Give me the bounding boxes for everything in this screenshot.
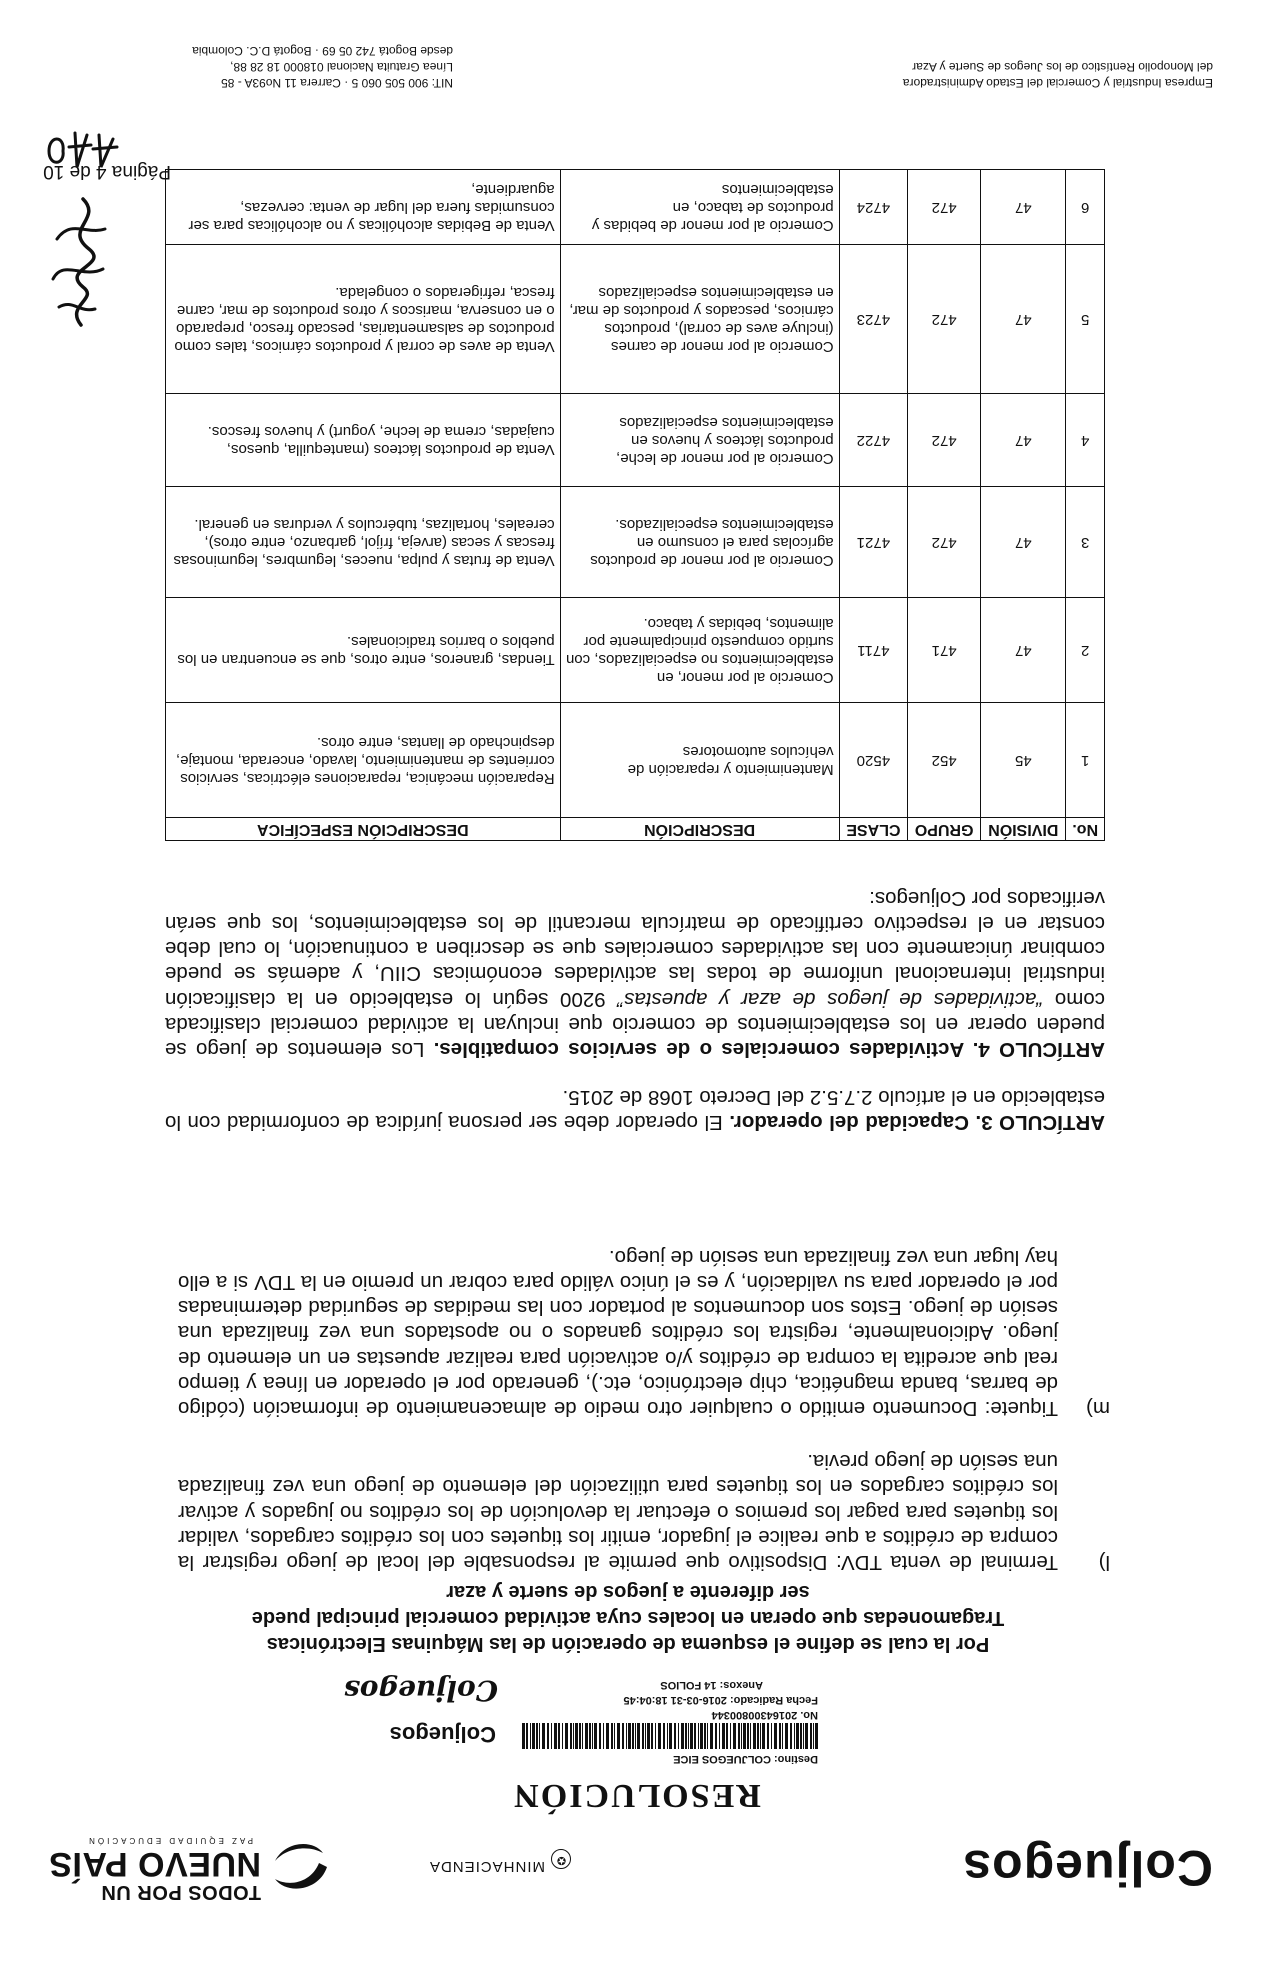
barcode-bar [575,1723,578,1749]
barcode-bar [760,1723,761,1749]
barcode-bar [530,1723,531,1749]
barcode-bar [579,1723,581,1749]
table-cell: 4520 [839,703,907,818]
barcode-bar [606,1723,609,1749]
table-cell: Venta de productos lácteos (mantequilla, quesos, cuajadas, crema de leche, yogurt) y huevos frescos. [166,394,561,487]
table-cell: 45 [981,703,1066,818]
nuevo-pais-logo [43,1827,333,1907]
barcode-bar [800,1723,802,1749]
stamp-destino: Destino: COLJUEGOS EICE [673,1753,818,1765]
table-cell: 472 [908,394,981,487]
barcode-bar [810,1723,812,1749]
footer-contact [192,43,453,91]
table-cell: Comercio al por menor de bebidas y productos de tabaco, en establecimientos [560,170,839,245]
resolution-subject: Por la cual se define el esquema de operación de las Máquinas Electrónicas Tragamonedas que operan en locales cuya actividad comercial principal puede ser diferente a juegos de suerte y azar [251,1581,1005,1655]
barcode-bar [614,1723,615,1749]
table-cell: 4724 [839,170,907,245]
barcode-bar [562,1723,563,1749]
barcode-bar [547,1723,549,1749]
article-4-title: ARTÍCULO 4. Actividades comerciales o de servicios compatibles. [433,1038,1105,1061]
table-row [166,394,1105,487]
table-row [166,703,1105,818]
paragraph-m-text: Tiquete: Documento emitido o cualquier otro medio de almacenamiento de información (código de barras, banda magnética, chip electrónico, etc.), generado por el operador en línea y tiempo real que acredita la compra de créditos y/o activación para realizar apuestas en un elemento de juego. Adicionalmente, registra los créditos ganados o no apostados una vez finalizada una sesión de juego. Estos son documentos al portador con las medidas de seguridad determinadas por el operador para su validación, y es el único válido para cobrar un premio en la TDV si a ello hay lugar una vez finalizada una sesión de juego. [178,1245,1058,1420]
barcode-bar [522,1723,525,1749]
table-cell: 2 [1066,598,1105,703]
paragraph-m-marker: m) [1086,1397,1110,1420]
table-cell: Comercio al por menor, en establecimientos no especializados, con surtido compuesto principalmente por alimentos, bebidas y tabaco. [560,598,839,703]
barcode-bar [542,1723,545,1749]
barcode-bar [626,1723,627,1749]
swoosh-icon [269,1837,333,1901]
barcode-bar [782,1723,783,1749]
stamp-fecha: Fecha Radicado: 2016-03-31 18:04:45 [623,1694,818,1706]
barcode-bar [628,1723,631,1749]
barcode-bar [632,1723,634,1749]
barcode-bar [570,1723,572,1749]
table-cell: Comercio al por menor de carnes (incluye aves de corral), productos cárnicos, pescados y productos de mar, en establecimientos especializados [560,245,839,394]
seal-icon: ✪ [551,1849,571,1869]
barcode-bar [722,1723,725,1749]
barcode-bar [771,1723,772,1749]
header-cell: CLASE [839,818,907,841]
barcode-bar [753,1723,756,1749]
barcode-bar [805,1723,808,1749]
barcode-bar [645,1723,646,1749]
table-cell: Venta de Bebidas alcohólicas y no alcohólicas para ser consumidas fuera del lugar de venta: cervezas, aguardiente, [166,170,561,245]
table-row [166,245,1105,394]
article-4-text2: 9200 según lo establecido en la clasificación industrial internacional uniforme de todas las actividades económicas CIIU, y además se puede combinar únicamente con las actividades comerciales que se describen a continuación, lo cual debe constar en el respectivo certificado de matrícula mercantil de los establecimientos, los que serán verificados por Coljuegos: [164,886,1105,1011]
barcode-bar [790,1723,792,1749]
table-row [166,598,1105,703]
barcode-bar [678,1723,679,1749]
barcode-bar [532,1723,535,1749]
barcode-bar [573,1723,574,1749]
barcode-bar [647,1723,650,1749]
handwritten-initials-icon [43,189,123,339]
ministry-logo: ✪MINHACIENDA [429,1849,571,1875]
activities-table [165,169,1105,841]
page-number: Página 4 de 10 [43,161,171,182]
table-cell: 472 [908,487,981,598]
barcode-bar [635,1723,636,1749]
article-4-text: Los elementos de juego se pueden operar en los establecimientos de comercio que incluyan la actividad comercial clasificada como [165,987,1105,1061]
barcode-bar [526,1723,528,1749]
barcode-bar [690,1723,693,1749]
barcode-bar [603,1723,604,1749]
barcode-bar [757,1723,759,1749]
footer-contact-line3: desde Bogotá 742 05 69 · Bogotá D.C. Colombia [192,44,453,58]
barcode-bar [738,1723,740,1749]
barcode-bar [617,1723,620,1749]
barcode-bar [743,1723,746,1749]
barcode-bar [681,1723,684,1749]
article-3-text: El operador debe ser persona jurídica de conformidad con lo establecido en el artículo 2.7.5.2 del Decreto 1068 de 2015. [165,1085,1105,1134]
barcode-bar [715,1723,717,1749]
table-cell: 4711 [839,598,907,703]
barcode-bar [554,1723,557,1749]
barcode-bar [774,1723,777,1749]
barcode-bar [750,1723,751,1749]
barcode-bar [658,1723,661,1749]
slogan-line2: NUEVO PAÍS [48,1845,261,1883]
barcode-bar [813,1723,814,1749]
header-cell: DESCRIPCIÓN [560,818,839,841]
barcode-bar [592,1723,593,1749]
table-cell: Comercio al por menor de productos agrícolas para el consumo en establecimientos especializados. [560,487,839,598]
table-cell: 47 [981,487,1066,598]
barcode-bar [536,1723,538,1749]
table-cell: Reparación mecánica, reparaciones eléctricas, servicios corrientes de mantenimiento, lavado, encerada, montaje, despinchado de llantas, entre otros. [166,703,561,818]
table-cell: 5 [1066,245,1105,394]
barcode-bar [622,1723,624,1749]
barcode-bar [803,1723,804,1749]
table-header-row [166,818,1105,841]
barcode-bar [710,1723,713,1749]
article-3 [165,1085,1105,1135]
stamp-number: No. 20164300800344 [711,1709,818,1721]
barcode-bar [599,1723,601,1749]
table-cell: 1 [1066,703,1105,818]
table-cell: Venta de aves de corral y productos cárnicos, tales como productos de salsamentarias, pescado fresco, preparado o en conserva, mariscos y otros productos de mar, carne fresca, refrigerados o congelada. [166,245,561,394]
barcode-bar [651,1723,653,1749]
table-cell: 471 [908,598,981,703]
barcode-bar [815,1723,818,1749]
barcode-bar [700,1723,703,1749]
barcode-bar [762,1723,765,1749]
barcode-bar [698,1723,699,1749]
stamp-brand: Coljuegos [389,1722,496,1747]
table-cell: Tiendas, graneros, entre otros, que se encuentran en los pueblos o barrios tradicionales. [166,598,561,703]
barcode-bar [779,1723,781,1749]
barcode-bar [707,1723,708,1749]
barcode-bar [637,1723,640,1749]
barcode-bar [642,1723,644,1749]
barcode-bar [726,1723,728,1749]
handwritten-folio-icon [43,119,123,179]
footer-company-line2: del Monopolio Rentístico de los Juegos de Suerte y Azar [912,60,1213,74]
barcode-bar [704,1723,706,1749]
header-cell: No. [1066,818,1105,841]
barcode-bar [767,1723,769,1749]
radicado-stamp [338,1655,818,1765]
document-title: RESOLUCIÓN [512,1777,761,1814]
barcode-bar [539,1723,540,1749]
table-cell: Comercio al por menor de leche, productos lácteos y huevos en establecimientos especializados [560,394,839,487]
table-cell: 4723 [839,245,907,394]
footer-contact-line2: Línea Gratuita Nacional 018000 18 28 88, [230,60,453,74]
barcode-bar [733,1723,736,1749]
barcode-bar [663,1723,665,1749]
table-cell: 6 [1066,170,1105,245]
table-cell: Venta de frutas y pulpa, nueces, legumbres, leguminosas frescas y secas (arveja, fríjol, garbanzo, entre otros), cereales, hortalizas, tubérculos y verduras en general. [166,487,561,598]
table-cell: 47 [981,394,1066,487]
footer-company [903,59,1213,91]
barcode-bar [669,1723,672,1749]
footer-contact-line1: NIT: 900 505 060 5 · Carrera 11 No93A - 85 [221,76,453,90]
barcode-bar [685,1723,687,1749]
paragraph-l-text: Terminal de venta TDV: Dispositivo que permite al responsable del local de juego registrar la compra de créditos a que realice el jugador, emitir los tiquetes con los créditos cargados, validar los tiquetes para pagar los premios o efectuar la devolución de los créditos no jugados y activar los créditos cargados en los tiquetes para utilización del elemento de juego una vez finalizada una sesión de juego previa. [178,1450,1058,1574]
barcode-bar [589,1723,591,1749]
paragraph-m [178,1245,1110,1421]
table-cell: 4722 [839,394,907,487]
paragraph-l-marker: l) [1098,1551,1110,1574]
stamp-brand-logo: Coljuegos [344,1674,498,1707]
barcode-bar [719,1723,720,1749]
barcode-bar [565,1723,568,1749]
stamp-anexos: Anexos: 14 FOLIOS [660,1679,763,1691]
barcode-bar [667,1723,668,1749]
slogan-line3: PAZ EQUIDAD EDUCACIÓN [86,1836,253,1845]
barcode-bar [785,1723,788,1749]
table-cell: 452 [908,703,981,818]
table-cell: 47 [981,170,1066,245]
article-3-title: ARTÍCULO 3. Capacidad del operador. [729,1111,1105,1134]
coljuegos-logo: Coljuegos [962,1840,1213,1896]
barcode-bar [694,1723,696,1749]
header-cell: DIVISIÓN [981,818,1066,841]
table-row [166,487,1105,598]
barcode-bar [796,1723,799,1749]
table-cell: 472 [908,245,981,394]
article-4-italic: “actividades de juegos de azar y apuestas” [617,987,1044,1011]
barcode-icon [518,1723,818,1749]
barcode-bar [655,1723,656,1749]
table-row [166,170,1105,245]
barcode-bar [747,1723,749,1749]
table-cell: 47 [981,598,1066,703]
barcode-bar [794,1723,795,1749]
barcode-bar [582,1723,583,1749]
slogan-line1: TODOS POR UN [100,1881,261,1903]
table-cell: 4 [1066,394,1105,487]
barcode-bar [741,1723,742,1749]
header-cell: GRUPO [908,818,981,841]
table-cell: 47 [981,245,1066,394]
barcode-bar [674,1723,676,1749]
table-cell: 472 [908,170,981,245]
table-cell: 4721 [839,487,907,598]
table-cell: Mantenimiento y reparación de vehículos automotores [560,703,839,818]
header-cell: DESCRIPCIÓN ESPECÍFICA [166,818,561,841]
barcode-bar [558,1723,560,1749]
barcode-bar [688,1723,689,1749]
barcode-bar [730,1723,731,1749]
table-cell: 3 [1066,487,1105,598]
article-4 [165,886,1105,1062]
barcode-bar [551,1723,552,1749]
barcode-bar [611,1723,613,1749]
footer-company-line1: Empresa Industrial y Comercial del Estado Administradora [902,76,1213,90]
barcode-bar [585,1723,588,1749]
barcode-bar [594,1723,597,1749]
paragraph-l [178,1449,1110,1575]
